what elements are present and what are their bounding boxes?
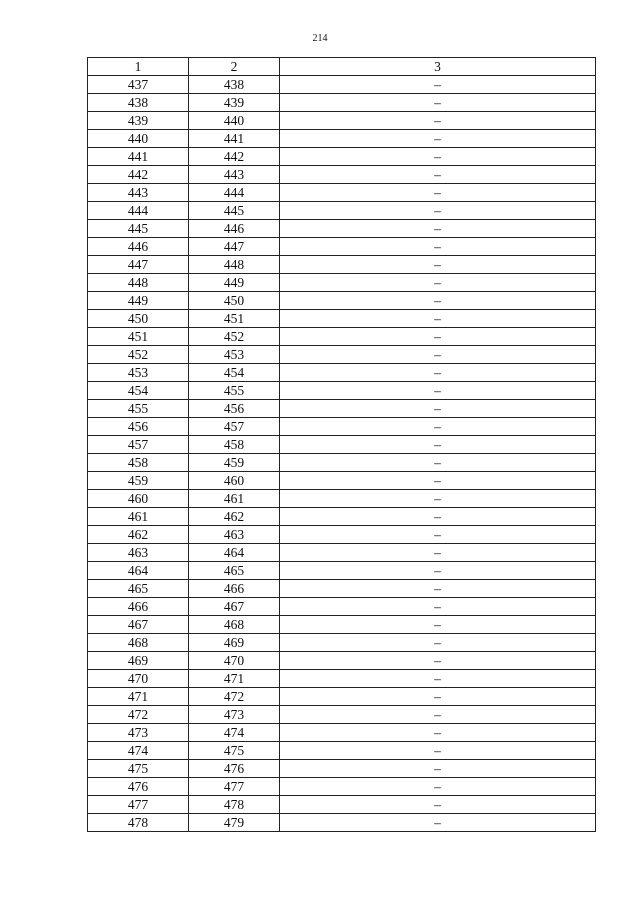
table-row bbox=[88, 796, 596, 814]
column-header-2: 2 bbox=[189, 58, 280, 76]
table-cell-col-1: 458 bbox=[88, 454, 189, 472]
table-cell-col-1: 465 bbox=[88, 580, 189, 598]
table-cell-col-1: 439 bbox=[88, 112, 189, 130]
table-cell-col-3: – bbox=[280, 130, 596, 148]
table-cell-col-2: 441 bbox=[189, 130, 280, 148]
table-cell-col-1: 437 bbox=[88, 76, 189, 94]
table-cell-col-2: 464 bbox=[189, 544, 280, 562]
page-number: 214 bbox=[312, 33, 328, 44]
table-cell-col-1: 468 bbox=[88, 634, 189, 652]
table-cell-col-2: 449 bbox=[189, 274, 280, 292]
table-cell-col-3: – bbox=[280, 202, 596, 220]
table-cell-col-1: 475 bbox=[88, 760, 189, 778]
table-row bbox=[88, 220, 596, 238]
table-cell-col-2: 460 bbox=[189, 472, 280, 490]
table-cell-col-1: 478 bbox=[88, 814, 189, 832]
table-cell-col-3: – bbox=[280, 400, 596, 418]
table-cell-col-3: – bbox=[280, 346, 596, 364]
table-cell-col-3: – bbox=[280, 706, 596, 724]
table-cell-col-1: 471 bbox=[88, 688, 189, 706]
table-cell-col-2: 454 bbox=[189, 364, 280, 382]
table-row bbox=[88, 130, 596, 148]
table-row bbox=[88, 454, 596, 472]
table-cell-col-3: – bbox=[280, 760, 596, 778]
table-row bbox=[88, 706, 596, 724]
table-cell-col-2: 444 bbox=[189, 184, 280, 202]
table-cell-col-3: – bbox=[280, 580, 596, 598]
table-cell-col-2: 467 bbox=[189, 598, 280, 616]
table-cell-col-3: – bbox=[280, 418, 596, 436]
table-row bbox=[88, 814, 596, 832]
table-cell-col-3: – bbox=[280, 292, 596, 310]
table-cell-col-1: 449 bbox=[88, 292, 189, 310]
table-row bbox=[88, 274, 596, 292]
table-row bbox=[88, 760, 596, 778]
table-cell-col-3: – bbox=[280, 544, 596, 562]
table-cell-col-3: – bbox=[280, 562, 596, 580]
table-row bbox=[88, 580, 596, 598]
table-cell-col-3: – bbox=[280, 742, 596, 760]
table-cell-col-1: 457 bbox=[88, 436, 189, 454]
table-cell-col-3: – bbox=[280, 94, 596, 112]
table-cell-col-3: – bbox=[280, 436, 596, 454]
table-cell-col-2: 451 bbox=[189, 310, 280, 328]
table-cell-col-2: 474 bbox=[189, 724, 280, 742]
table-cell-col-1: 466 bbox=[88, 598, 189, 616]
table-cell-col-3: – bbox=[280, 526, 596, 544]
table-cell-col-3: – bbox=[280, 688, 596, 706]
table-row bbox=[88, 292, 596, 310]
table-cell-col-3: – bbox=[280, 508, 596, 526]
table-row bbox=[88, 490, 596, 508]
table-cell-col-3: – bbox=[280, 238, 596, 256]
table-cell-col-1: 472 bbox=[88, 706, 189, 724]
table-cell-col-1: 453 bbox=[88, 364, 189, 382]
table-cell-col-2: 456 bbox=[189, 400, 280, 418]
table-cell-col-3: – bbox=[280, 814, 596, 832]
table-cell-col-1: 456 bbox=[88, 418, 189, 436]
table-cell-col-3: – bbox=[280, 724, 596, 742]
table-cell-col-3: – bbox=[280, 670, 596, 688]
table-cell-col-2: 442 bbox=[189, 148, 280, 166]
table-cell-col-3: – bbox=[280, 616, 596, 634]
table-cell-col-3: – bbox=[280, 274, 596, 292]
table-cell-col-2: 475 bbox=[189, 742, 280, 760]
table-cell-col-3: – bbox=[280, 454, 596, 472]
table-cell-col-1: 443 bbox=[88, 184, 189, 202]
table-cell-col-1: 460 bbox=[88, 490, 189, 508]
table-row bbox=[88, 238, 596, 256]
table-cell-col-1: 451 bbox=[88, 328, 189, 346]
table-cell-col-3: – bbox=[280, 598, 596, 616]
table-cell-col-3: – bbox=[280, 166, 596, 184]
table-row bbox=[88, 94, 596, 112]
table-cell-col-2: 465 bbox=[189, 562, 280, 580]
table-cell-col-1: 477 bbox=[88, 796, 189, 814]
table-cell-col-1: 464 bbox=[88, 562, 189, 580]
table-cell-col-3: – bbox=[280, 256, 596, 274]
table-cell-col-3: – bbox=[280, 796, 596, 814]
table-row bbox=[88, 400, 596, 418]
table-cell-col-3: – bbox=[280, 220, 596, 238]
table-cell-col-2: 476 bbox=[189, 760, 280, 778]
table-cell-col-2: 455 bbox=[189, 382, 280, 400]
column-header-1: 1 bbox=[88, 58, 189, 76]
table-row bbox=[88, 346, 596, 364]
table-cell-col-1: 473 bbox=[88, 724, 189, 742]
table-cell-col-1: 452 bbox=[88, 346, 189, 364]
table-cell-col-2: 469 bbox=[189, 634, 280, 652]
table-cell-col-2: 463 bbox=[189, 526, 280, 544]
table-row bbox=[88, 418, 596, 436]
table-row bbox=[88, 634, 596, 652]
table-cell-col-2: 468 bbox=[189, 616, 280, 634]
table-row bbox=[88, 256, 596, 274]
table-cell-col-1: 447 bbox=[88, 256, 189, 274]
table-cell-col-1: 461 bbox=[88, 508, 189, 526]
table-body bbox=[88, 76, 596, 832]
table-cell-col-3: – bbox=[280, 652, 596, 670]
table-row bbox=[88, 76, 596, 94]
table-cell-col-2: 453 bbox=[189, 346, 280, 364]
table-row bbox=[88, 472, 596, 490]
table-row bbox=[88, 112, 596, 130]
table-row bbox=[88, 652, 596, 670]
table-cell-col-3: – bbox=[280, 490, 596, 508]
table-row bbox=[88, 508, 596, 526]
table-row bbox=[88, 166, 596, 184]
table-cell-col-2: 452 bbox=[189, 328, 280, 346]
table-cell-col-1: 440 bbox=[88, 130, 189, 148]
table-cell-col-3: – bbox=[280, 76, 596, 94]
table-row bbox=[88, 544, 596, 562]
table-cell-col-2: 446 bbox=[189, 220, 280, 238]
table-cell-col-2: 462 bbox=[189, 508, 280, 526]
table-row bbox=[88, 616, 596, 634]
table-row bbox=[88, 724, 596, 742]
table-row bbox=[88, 688, 596, 706]
table-cell-col-2: 440 bbox=[189, 112, 280, 130]
table-cell-col-1: 438 bbox=[88, 94, 189, 112]
table-cell-col-3: – bbox=[280, 472, 596, 490]
table-cell-col-1: 462 bbox=[88, 526, 189, 544]
table-row bbox=[88, 598, 596, 616]
column-header-3: 3 bbox=[280, 58, 596, 76]
table-cell-col-3: – bbox=[280, 310, 596, 328]
table-cell-col-2: 478 bbox=[189, 796, 280, 814]
table-cell-col-2: 459 bbox=[189, 454, 280, 472]
table-cell-col-1: 454 bbox=[88, 382, 189, 400]
table-row bbox=[88, 202, 596, 220]
table-cell-col-1: 467 bbox=[88, 616, 189, 634]
table-cell-col-3: – bbox=[280, 328, 596, 346]
table-cell-col-2: 443 bbox=[189, 166, 280, 184]
table-row bbox=[88, 670, 596, 688]
table-cell-col-3: – bbox=[280, 364, 596, 382]
table-cell-col-1: 470 bbox=[88, 670, 189, 688]
table-cell-col-1: 442 bbox=[88, 166, 189, 184]
table-row bbox=[88, 310, 596, 328]
table-row bbox=[88, 778, 596, 796]
table-row bbox=[88, 382, 596, 400]
table-cell-col-2: 461 bbox=[189, 490, 280, 508]
table-cell-col-2: 438 bbox=[189, 76, 280, 94]
data-table bbox=[87, 57, 596, 832]
table-cell-col-2: 447 bbox=[189, 238, 280, 256]
table-cell-col-1: 459 bbox=[88, 472, 189, 490]
table-row bbox=[88, 526, 596, 544]
table-cell-col-2: 450 bbox=[189, 292, 280, 310]
table-cell-col-2: 458 bbox=[189, 436, 280, 454]
table-cell-col-2: 479 bbox=[189, 814, 280, 832]
table-row bbox=[88, 364, 596, 382]
table-cell-col-1: 448 bbox=[88, 274, 189, 292]
table-cell-col-1: 469 bbox=[88, 652, 189, 670]
table-cell-col-2: 439 bbox=[189, 94, 280, 112]
table-cell-col-2: 445 bbox=[189, 202, 280, 220]
table-cell-col-3: – bbox=[280, 148, 596, 166]
table-cell-col-1: 476 bbox=[88, 778, 189, 796]
table-cell-col-2: 477 bbox=[189, 778, 280, 796]
table-cell-col-1: 450 bbox=[88, 310, 189, 328]
table-cell-col-1: 455 bbox=[88, 400, 189, 418]
table-cell-col-2: 471 bbox=[189, 670, 280, 688]
table-row bbox=[88, 562, 596, 580]
table-cell-col-3: – bbox=[280, 382, 596, 400]
table-cell-col-2: 457 bbox=[189, 418, 280, 436]
table-cell-col-1: 474 bbox=[88, 742, 189, 760]
table-cell-col-2: 466 bbox=[189, 580, 280, 598]
table-row bbox=[88, 436, 596, 454]
table-cell-col-2: 472 bbox=[189, 688, 280, 706]
table-cell-col-3: – bbox=[280, 112, 596, 130]
table-header bbox=[88, 58, 596, 76]
table-cell-col-3: – bbox=[280, 184, 596, 202]
table-cell-col-2: 448 bbox=[189, 256, 280, 274]
table-cell-col-1: 441 bbox=[88, 148, 189, 166]
table-row bbox=[88, 148, 596, 166]
table-cell-col-2: 473 bbox=[189, 706, 280, 724]
table-cell-col-1: 463 bbox=[88, 544, 189, 562]
table-row bbox=[88, 328, 596, 346]
table-row bbox=[88, 742, 596, 760]
table-cell-col-2: 470 bbox=[189, 652, 280, 670]
table-row bbox=[88, 184, 596, 202]
table-cell-col-3: – bbox=[280, 634, 596, 652]
header-row bbox=[88, 58, 596, 76]
table-cell-col-1: 444 bbox=[88, 202, 189, 220]
table-cell-col-1: 445 bbox=[88, 220, 189, 238]
table-cell-col-3: – bbox=[280, 778, 596, 796]
table-cell-col-1: 446 bbox=[88, 238, 189, 256]
